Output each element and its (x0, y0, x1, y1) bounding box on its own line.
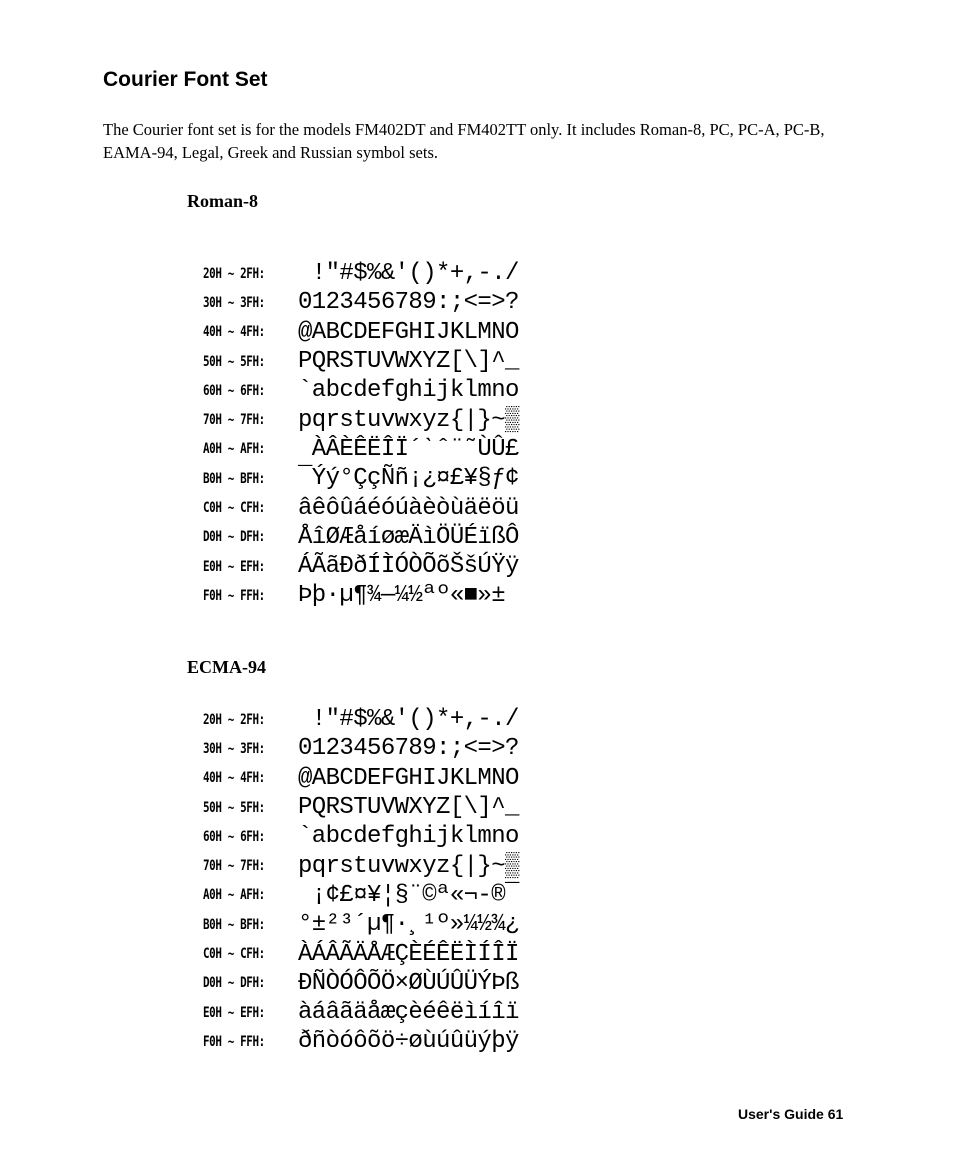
code-range-label: 40H ~ 4FH: (203, 770, 265, 787)
charset-row (203, 259, 623, 288)
glyph-row: àáâãäåæçèéêëìíîï (298, 999, 519, 1027)
code-range-label: C0H ~ CFH: (203, 500, 265, 517)
glyph-row: PQRSTUVWXYZ[\]^_ (298, 348, 519, 376)
code-range-label: 50H ~ 5FH: (203, 353, 265, 370)
charset-row (203, 910, 623, 939)
code-range-label: 20H ~ 2FH: (203, 711, 265, 728)
charset-row (203, 347, 623, 376)
charset-row (203, 734, 623, 763)
intro-paragraph: The Courier font set is for the models FM402DT and FM402TT only. It includes Roman-8, PC, PC-A, PC-B, EAMA-94, Legal, Greek and Russian symbol sets. (103, 120, 825, 162)
code-range-label: 60H ~ 6FH: (203, 382, 265, 399)
charset-row (203, 435, 623, 464)
glyph-row: `abcdefghijklmno (298, 823, 519, 851)
charset-row (203, 1027, 623, 1056)
charset-row (203, 998, 623, 1027)
glyph-row: @ABCDEFGHIJKLMNO (298, 318, 519, 346)
code-range-label: 30H ~ 3FH: (203, 294, 265, 311)
glyph-row: !"#$%&'()*+,-./ (298, 260, 519, 288)
charset-row (203, 318, 623, 347)
code-range-label: 60H ~ 6FH: (203, 828, 265, 845)
glyph-row: ¯Ýý°ÇçÑñ¡¿¤£¥§ƒ¢ (298, 465, 519, 493)
code-range-label: 50H ~ 5FH: (203, 799, 265, 816)
code-range-label: F0H ~ FFH: (203, 1033, 265, 1050)
code-range-label: 30H ~ 3FH: (203, 740, 265, 757)
code-range-label: F0H ~ FFH: (203, 587, 265, 604)
code-range-label: D0H ~ DFH: (203, 529, 265, 546)
ecma94-table (203, 705, 623, 1057)
charset-row (203, 793, 623, 822)
glyph-row: ÁÃãĐðÍÌÓÒÕõŠšÚŸÿ (298, 553, 519, 581)
charset-row (203, 493, 623, 522)
charset-row (203, 764, 623, 793)
roman8-title: Roman-8 (187, 191, 258, 211)
glyph-row: pqrstuvwxyz{|}~▒ (298, 406, 519, 434)
page-heading: Courier Font Set (103, 68, 268, 91)
code-range-label: D0H ~ DFH: (203, 975, 265, 992)
code-range-label: A0H ~ AFH: (203, 887, 265, 904)
charset-row (203, 464, 623, 493)
charset-row (203, 552, 623, 581)
charset-row (203, 405, 623, 434)
charset-row (203, 939, 623, 968)
charset-row (203, 705, 623, 734)
glyph-row: !"#$%&'()*+,-./ (298, 706, 519, 734)
charset-row (203, 288, 623, 317)
glyph-row: Þþ·µ¶¾—¼½ªº«■»± (298, 582, 506, 610)
glyph-row: ¡¢£¤¥¦§¨©ª«¬-®¯ (298, 881, 519, 909)
glyph-row: âêôûáéóúàèòùäëöü (298, 494, 519, 522)
charset-row (203, 581, 623, 610)
glyph-row: @ABCDEFGHIJKLMNO (298, 764, 519, 792)
code-range-label: 70H ~ 7FH: (203, 412, 265, 429)
glyph-row: ÐÑÒÓÔÕÖ×ØÙÚÛÜÝÞß (298, 969, 519, 997)
glyph-row: ÀÁÂÃÄÅÆÇÈÉÊËÌÍÎÏ (298, 940, 519, 968)
code-range-label: 70H ~ 7FH: (203, 858, 265, 875)
charset-row (203, 822, 623, 851)
glyph-row: PQRSTUVWXYZ[\]^_ (298, 794, 519, 822)
roman8-table (203, 259, 623, 611)
ecma94-title: ECMA-94 (187, 657, 266, 677)
glyph-row: 0123456789:;<=>? (298, 735, 519, 763)
code-range-label: E0H ~ EFH: (203, 1004, 265, 1021)
code-range-label: C0H ~ CFH: (203, 946, 265, 963)
code-range-label: B0H ~ BFH: (203, 470, 265, 487)
code-range-label: 20H ~ 2FH: (203, 265, 265, 282)
glyph-row: `abcdefghijklmno (298, 377, 519, 405)
glyph-row: ðñòóôõö÷øùúûüýþÿ (298, 1028, 519, 1056)
code-range-label: A0H ~ AFH: (203, 441, 265, 458)
glyph-row: pqrstuvwxyz{|}~▒ (298, 852, 519, 880)
charset-row (203, 376, 623, 405)
code-range-label: 40H ~ 4FH: (203, 324, 265, 341)
glyph-row: °±²³´µ¶·¸¹º»¼½¾¿ (298, 911, 519, 939)
charset-row (203, 881, 623, 910)
charset-row (203, 523, 623, 552)
code-range-label: E0H ~ EFH: (203, 558, 265, 575)
glyph-row: ÅîØÆåíøæÄìÖÜÉïßÔ (298, 523, 519, 551)
page-footer: User's Guide 61 (738, 1106, 844, 1122)
charset-row (203, 851, 623, 880)
glyph-row: ÀÂÈÊËÎÏ´ˋˆ¨˜ÙÛ£ (298, 435, 519, 463)
code-range-label: B0H ~ BFH: (203, 916, 265, 933)
glyph-row: 0123456789:;<=>? (298, 289, 519, 317)
charset-row (203, 969, 623, 998)
